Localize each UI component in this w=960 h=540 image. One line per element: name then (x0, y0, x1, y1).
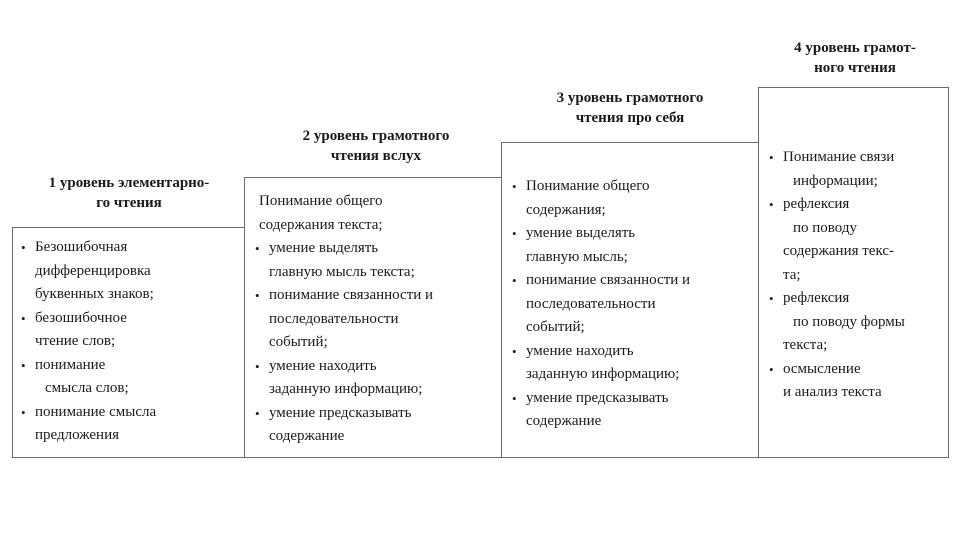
item-line: умение выделять (269, 240, 379, 256)
level-4-item (769, 358, 948, 405)
item-line: умение выделять (526, 225, 636, 241)
item-line: содержания; (526, 201, 606, 218)
level-1-item (21, 354, 244, 401)
level-2-item (255, 402, 501, 449)
item-line: предложения (35, 427, 120, 443)
level-3-heading-line: чтения про себя (575, 110, 685, 126)
item-line: Понимание общего (526, 178, 650, 194)
item-line: понимание связанности и (269, 287, 434, 303)
item-line: чтение слов; (35, 333, 116, 349)
level-2-item (255, 284, 501, 355)
level-4-item (769, 146, 948, 193)
item-line: рефлексия (783, 196, 850, 212)
level-4-item (769, 287, 948, 358)
item-line: событий; (269, 334, 328, 350)
bullet-icon: • (255, 405, 260, 421)
item-line: последовательности (269, 310, 399, 327)
item-line: текста; (783, 337, 828, 353)
bullet-icon: • (769, 150, 774, 165)
bullet-icon: • (21, 240, 26, 255)
level-3-list (512, 175, 758, 434)
level-2-item (255, 355, 501, 402)
level-3-item (512, 222, 758, 269)
item-line: и анализ текста (783, 384, 882, 400)
level-4-box (758, 87, 949, 458)
level-2-box (244, 177, 502, 458)
item-line: заданную информацию; (526, 366, 680, 382)
level-3-item (512, 175, 758, 222)
item-line: понимание смысла (35, 403, 157, 420)
item-line: рефлексия (783, 290, 850, 306)
level-1-item (21, 401, 244, 448)
bullet-icon: • (512, 343, 517, 359)
bullet-icon: • (769, 291, 774, 306)
item-line: содержание (269, 428, 345, 444)
bullet-icon: • (512, 226, 517, 241)
item-line: главную мысль; (526, 248, 628, 265)
item-line: заданную информацию; (269, 381, 423, 397)
level-2-heading-line: чтения вслух (331, 148, 421, 164)
item-line: по поводу (793, 219, 857, 236)
level-2-heading-line: 2 уровень грамотного (302, 128, 450, 144)
item-line: Безошибочная (35, 239, 128, 255)
bullet-icon: • (21, 310, 26, 326)
item-line: Понимание связи (783, 149, 895, 165)
item-line: содержания текста; (259, 216, 383, 233)
level-1-box (12, 227, 245, 458)
level-2-item (255, 237, 501, 284)
level-4-heading (760, 38, 950, 78)
item-line: понимание связанности и (526, 272, 691, 288)
item-line: содержание (526, 413, 602, 429)
item-line: буквенных знаков; (35, 286, 154, 302)
item-line: умение предсказывать (269, 404, 412, 421)
level-1-list (21, 236, 244, 448)
level-3-box (501, 142, 759, 458)
level-2-item (255, 190, 501, 237)
item-line: безошибочное (35, 309, 127, 326)
level-3-item (512, 340, 758, 387)
bullet-icon: • (769, 197, 774, 212)
item-line: умение находить (526, 342, 634, 359)
bullet-icon: • (255, 241, 260, 256)
level-2-heading (248, 126, 504, 166)
level-3-heading-line: 3 уровень грамотного (556, 90, 704, 106)
level-2-list (255, 190, 501, 449)
item-line: понимание (35, 356, 106, 373)
item-line: событий; (526, 319, 585, 335)
item-line: умение находить (269, 357, 377, 374)
level-4-heading-line: 4 уровень грамот- (794, 40, 916, 56)
level-1-item (21, 236, 244, 307)
level-4-list (769, 146, 948, 405)
item-line: дифференцировка (35, 262, 151, 279)
level-3-heading (504, 88, 756, 128)
level-1-heading (14, 173, 244, 213)
bullet-icon: • (21, 404, 26, 420)
bullet-icon: • (512, 273, 517, 288)
item-line: по поводу формы (793, 313, 905, 330)
item-line: информации; (793, 172, 878, 189)
item-line: Понимание общего (259, 193, 383, 209)
item-line: осмысление (783, 360, 861, 377)
bullet-icon: • (21, 357, 26, 373)
level-1-heading-line: 1 уровень элементарно- (48, 175, 210, 191)
level-4-heading-line: ного чтения (814, 60, 896, 76)
item-line: главную мысль текста; (269, 263, 415, 280)
bullet-icon: • (512, 179, 517, 194)
item-line: умение предсказывать (526, 389, 669, 406)
bullet-icon: • (769, 361, 774, 377)
bullet-icon: • (512, 390, 517, 406)
bullet-icon: • (255, 358, 260, 374)
bullet-icon: • (255, 288, 260, 303)
item-line: смысла слов; (45, 380, 129, 396)
level-1-item (21, 307, 244, 354)
item-line: та; (783, 266, 801, 283)
level-1-heading-line: го чтения (96, 195, 162, 211)
level-3-item (512, 269, 758, 340)
item-line: последовательности (526, 295, 656, 312)
level-3-item (512, 387, 758, 434)
item-line: содержания текс- (783, 243, 895, 259)
level-4-item (769, 193, 948, 287)
